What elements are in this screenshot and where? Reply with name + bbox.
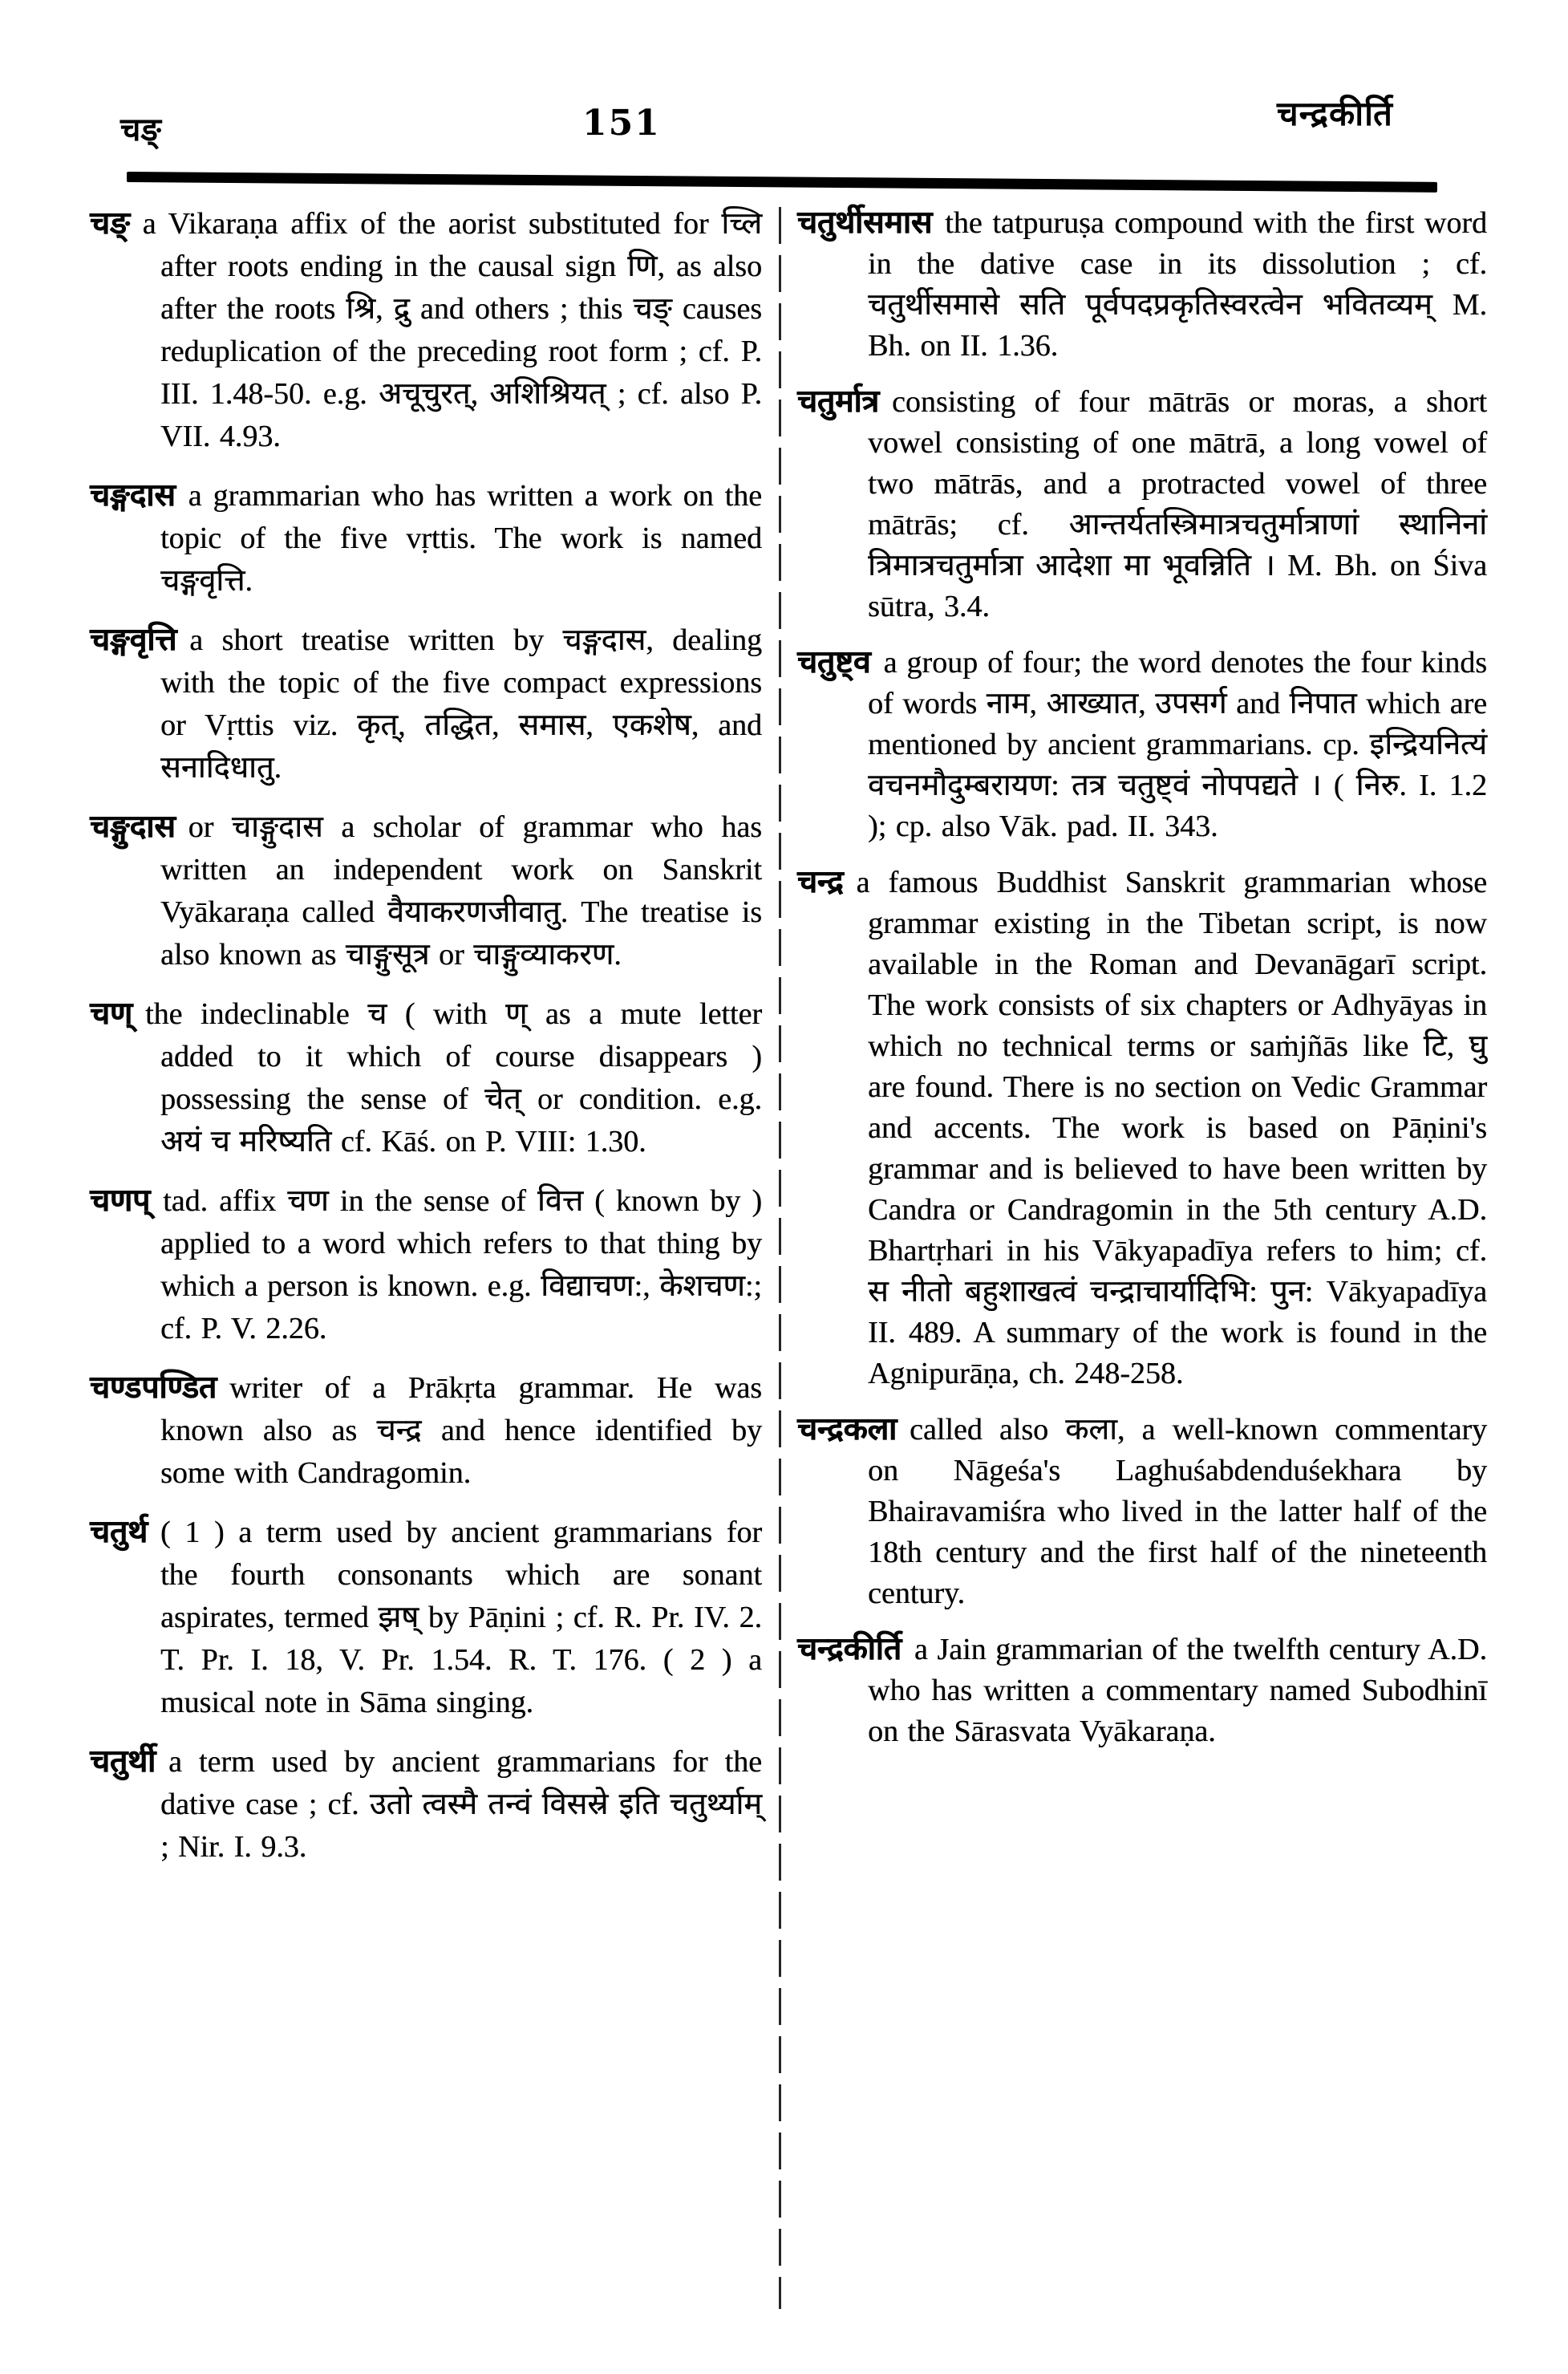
entry-definition: a Vikaraṇa affix of the aorist substituted for च्लि after roots ending in the causal sign णि, as also after the roots श्रि, द्रु and others ; this चङ् causes reduplication of the preceding root form ; cf. P. III. 1.48-50. e.g. अचूचुरत्, अशिश्रियत् ; cf. also P. VII. 4.93. [142,207,762,453]
entry-definition: a Jain grammarian of the twelfth century A.D. who has written a commentary named Subodhinī on the Sārasvata Vyākaraṇa. [868,1633,1487,1748]
entry-headword: चन्द्र [797,865,844,899]
entry-definition: tad. affix चण in the sense of वित्त ( known by ) applied to a word which refers to that thing by which a person is known. e.g. विद्याचण:, केशचण:; cf. P. V. 2.26. [160,1184,762,1345]
entry-definition: ( 1 ) a term used by ancient grammarians for the fourth consonants which are sonant aspirates, termed झष् by Pāṇini ; cf. R. Pr. IV. 2. T. Pr. I. 18, V. Pr. 1.54. R. T. 176. ( 2 ) a musical note in Sāma singing. [160,1516,762,1719]
dictionary-entry [90,1179,762,1350]
dictionary-entry [90,992,762,1163]
entry-headword: चतुर्थ [90,1515,148,1549]
entry-headword: चतुर्थीसमास [797,205,933,240]
entry-headword: चङ् [90,206,130,241]
page-number: 151 [582,103,661,144]
entry-headword: चन्द्रकला [797,1412,897,1447]
column-divider-line [779,207,781,2309]
entry-headword: चङ्गवृत्ति [90,623,177,657]
dictionary-entry [90,1366,762,1495]
entry-headword: चतुष्ट्व [797,645,871,680]
entry-definition: a group of four; the word denotes the four kinds of words नाम, आख्यात, उपसर्ग and निपात which are mentioned by ancient grammarians. cp. इन्द्रियनित्यं वचनमौदुम्बरायण: तत्र चतुष्ट्वं नोपपद्यते । ( निरु. I. 1.2 ); cp. also Vāk. pad. II. 343. [868,646,1487,843]
entry-definition: writer of a Prākṛta grammar. He was known also as चन्द्र and hence identified by some with Candragomin. [160,1371,762,1490]
dictionary-entry [90,1511,762,1724]
entry-definition: the indeclinable च ( with ण् as a mute letter added to it which of course disappears ) possessing the sense of चेत् or condition. e.g. अयं च मरिष्यति cf. Kāś. on P. VIII: 1.30. [144,997,762,1159]
dictionary-entry [797,1409,1487,1614]
entry-headword: चणप् [90,1183,151,1218]
entry-definition: the tatpuruṣa compound with the first word in the dative case in its dissolution ; cf. चतुर्थीसमासे सति पूर्वपदप्रकृतिस्वरत्वेन भवितव्यम् M. Bh. on II. 1.36. [868,206,1487,363]
dictionary-entry [90,202,762,458]
dictionary-entry [90,806,762,976]
dictionary-entry [797,642,1487,847]
running-head-left-guide-word: चङ् [120,111,161,148]
dictionary-entry [797,202,1487,367]
entry-definition: a short treatise written by चङ्गदास, dealing with the topic of the five compact expressions or Vṛttis viz. कृत्, तद्धित, समास, एकशेष, and सनादिधातु. [160,623,762,785]
header-rule [127,172,1437,193]
entry-definition: or चाङ्गुदास a scholar of grammar who has written an independent work on Sanskrit Vyākaraṇa called वैयाकरणजीवातु. The treatise is also known as चाङ्गुसूत्र or चाङ्गुव्याकरण. [160,810,762,972]
dictionary-entry [797,862,1487,1394]
dictionary-entry [90,619,762,789]
entry-headword: चण् [90,996,132,1031]
entry-headword: चन्द्रकीर्ति [797,1632,901,1666]
entry-headword: चङ्गुदास [90,810,176,844]
left-column [90,202,762,1885]
dictionary-entry [797,381,1487,627]
entry-definition: a grammarian who has written a work on the topic of the five vṛttis. The work is named चङ्गवृत्ति. [160,479,762,598]
right-column [797,202,1487,1767]
entry-definition: a famous Buddhist Sanskrit grammarian whose grammar existing in the Tibetan script, is now available in the Roman and Devanāgarī script. The work consists of six chapters or Adhyāyas in which no technical terms or saṁjñās like टि, घु are found. There is no section on Vedic Grammar and accents. The work is based on Pāṇini's grammar and is believed to have been written by Candra or Candragomin in the 5th century A.D. Bhartṛhari in his Vākyapadīya refers to him; cf. स नीतो बहुशाखत्वं चन्द्राचार्यादिभि: पुन: Vākyapadīya II. 489. A summary of the work is found in the Agnipurāṇa, ch. 248-258. [856,866,1487,1390]
entry-definition: called also कला, a well-known commentary on Nāgeśa's Laghuśabdenduśekhara by Bhairavamiśra who lived in the latter half of the 18th century and the first half of the nineteenth century. [868,1413,1487,1610]
entry-headword: चङ्गदास [90,478,176,513]
entry-headword: चतुर्मात्र [797,384,879,419]
entry-headword: चतुर्थी [90,1744,156,1779]
entry-headword: चण्डपण्डित [90,1370,217,1405]
dictionary-entry [90,1740,762,1869]
dictionary-entry [797,1629,1487,1752]
entry-definition: a term used by ancient grammarians for the dative case ; cf. उतो त्वस्मै तन्वं विसस्रे इति चतुर्थ्याम् ; Nir. I. 9.3. [160,1745,762,1864]
running-head-right-guide-word: चन्द्रकीर्ति [1277,94,1393,133]
entry-definition: consisting of four mātrās or moras, a short vowel consisting of one mātrā, a long vowel of two mātrās, and a protracted vowel of three mātrās; cf. आन्तर्यतस्त्रिमात्रचतुर्मात्राणां स्थानिनां त्रिमात्रचतुर्मात्रा आदेशा मा भूवन्निति । M. Bh. on Śiva sūtra, 3.4. [868,385,1487,623]
dictionary-entry [90,474,762,603]
